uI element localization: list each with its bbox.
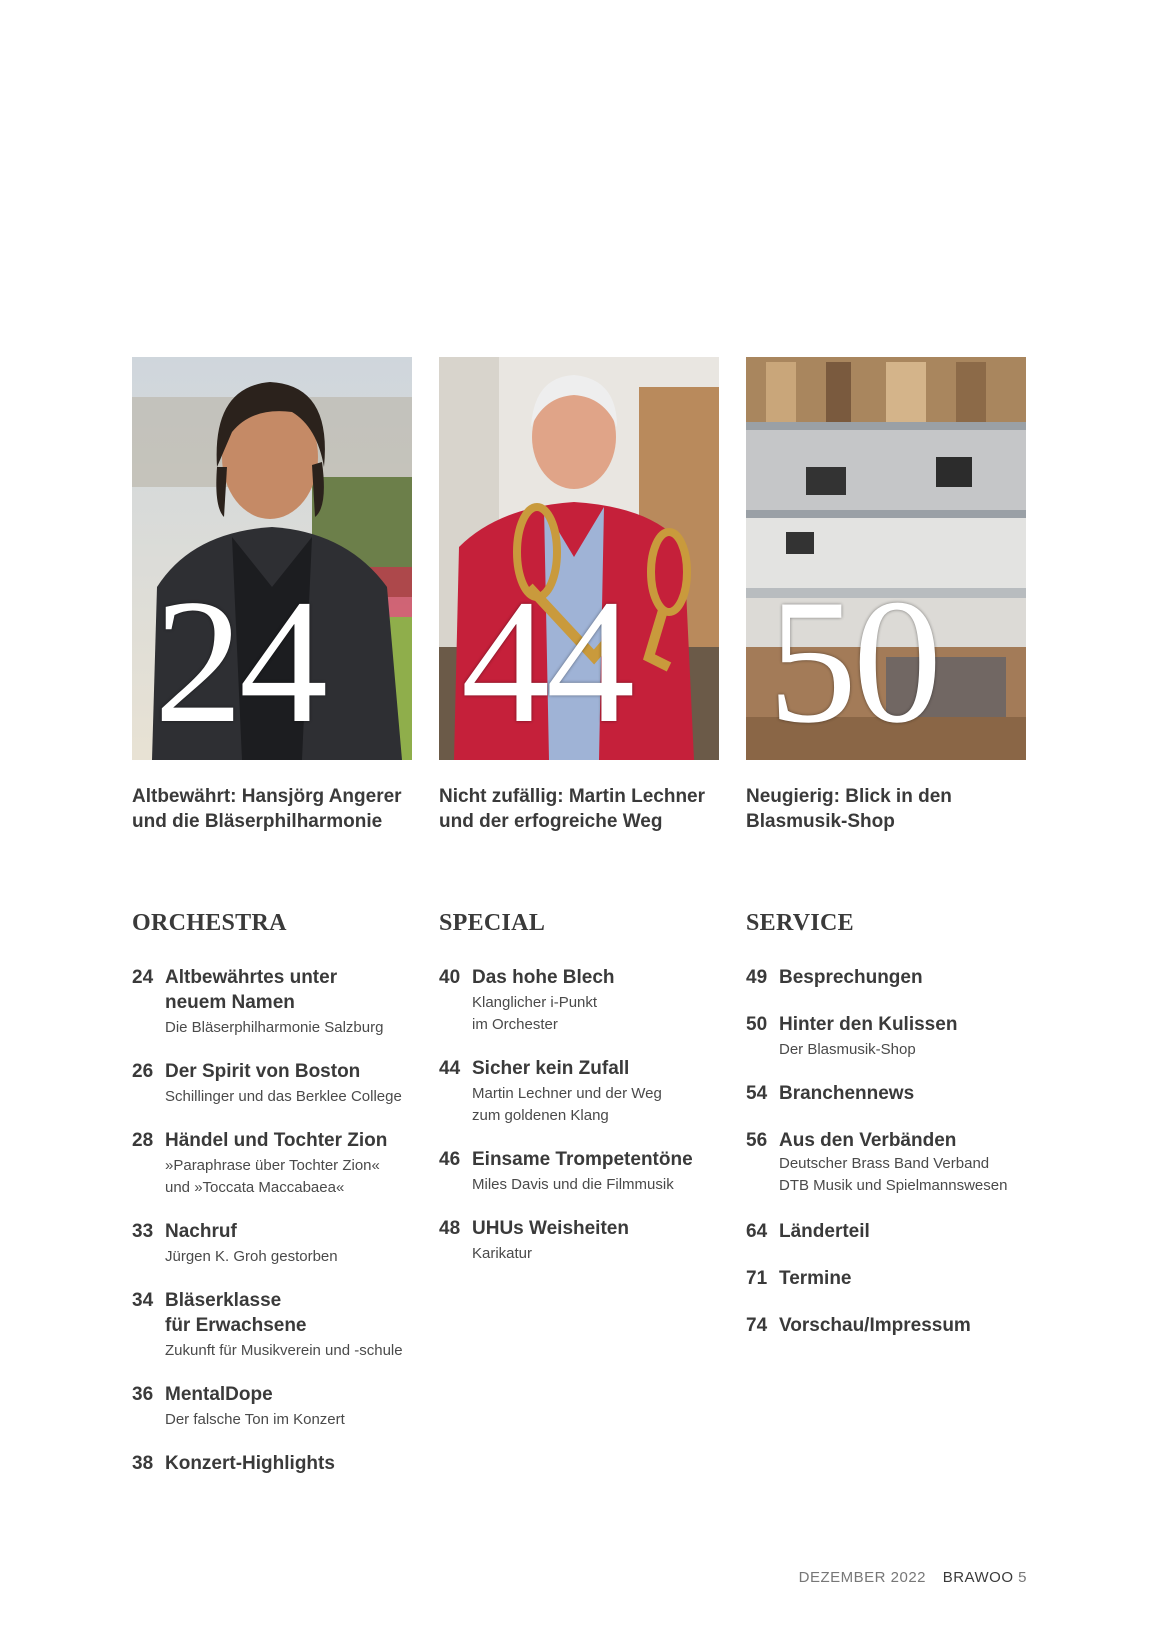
toc-title: Branchennews xyxy=(779,1083,915,1104)
toc-subtitle: Karikatur xyxy=(472,1245,533,1262)
toc-subtitle: Klanglicher i-Punkt xyxy=(472,994,598,1011)
toc-title: Termine xyxy=(779,1268,852,1289)
toc-page: 50 xyxy=(746,1014,768,1035)
toc-page: 34 xyxy=(132,1290,154,1311)
feature-page-number: 50 xyxy=(768,562,938,760)
toc-entry[interactable] xyxy=(132,1128,432,1199)
toc-title: Einsame Trompetentöne xyxy=(472,1149,693,1170)
page-folio xyxy=(799,1569,1027,1586)
toc-subtitle: Schillinger und das Berklee College xyxy=(165,1088,402,1105)
toc-page: 28 xyxy=(132,1130,154,1151)
toc-title: Bläserklasse xyxy=(165,1290,282,1311)
toc-subtitle: DTB Musik und Spielmannswesen xyxy=(779,1177,1008,1194)
toc-subtitle: Die Bläserphilharmonie Salzburg xyxy=(165,1019,384,1036)
toc-page: 74 xyxy=(746,1315,768,1336)
toc-subtitle: Der falsche Ton im Konzert xyxy=(165,1411,345,1428)
toc-title: Händel und Tochter Zion xyxy=(165,1130,388,1151)
feature-photo-shop xyxy=(746,357,1026,760)
toc-page: 38 xyxy=(132,1453,154,1474)
feature-caption: Nicht zufällig: Martin Lechner und der erfogreiche Weg xyxy=(439,786,706,832)
toc-title: Der Spirit von Boston xyxy=(165,1061,361,1082)
toc-subtitle: Jürgen K. Groh gestorben xyxy=(165,1248,338,1265)
toc-entry[interactable] xyxy=(132,1219,432,1268)
toc-title: neuem Namen xyxy=(165,992,295,1013)
toc-title: Altbewährtes unter xyxy=(165,967,338,988)
toc-subtitle: und »Toccata Maccabaea« xyxy=(165,1179,345,1196)
toc-title: für Erwachsene xyxy=(165,1315,307,1336)
section-orchestra xyxy=(132,910,432,1476)
toc-page: 49 xyxy=(746,967,768,988)
toc-entry[interactable] xyxy=(746,1219,1046,1244)
toc-entry[interactable] xyxy=(132,965,432,1039)
toc-page: 26 xyxy=(132,1061,154,1082)
toc-subtitle: Deutscher Brass Band Verband xyxy=(779,1155,990,1172)
toc-title: Aus den Verbänden xyxy=(779,1130,957,1151)
toc-title: Länderteil xyxy=(779,1221,870,1242)
toc-subtitle: zum goldenen Klang xyxy=(472,1107,609,1124)
feature-24[interactable] xyxy=(132,357,412,834)
toc-page: 46 xyxy=(439,1149,461,1170)
toc-subtitle: Miles Davis und die Filmmusik xyxy=(472,1176,674,1193)
toc-title: Besprechungen xyxy=(779,967,923,988)
feature-photo-conductor xyxy=(132,357,412,760)
toc-title: Konzert-Highlights xyxy=(165,1453,335,1474)
toc-page: 54 xyxy=(746,1083,768,1104)
toc-entry[interactable] xyxy=(439,1147,739,1196)
toc-entry[interactable] xyxy=(746,1266,1046,1291)
toc-page: 33 xyxy=(132,1221,154,1242)
feature-caption: Neugierig: Blick in den Blasmusik-Shop xyxy=(746,786,952,832)
toc-page: 48 xyxy=(439,1218,461,1239)
section-special xyxy=(439,910,739,1265)
toc-title: Sicher kein Zufall xyxy=(472,1058,630,1079)
toc-page: 56 xyxy=(746,1130,768,1151)
toc-subtitle: »Paraphrase über Tochter Zion« xyxy=(165,1157,380,1174)
toc-entry[interactable] xyxy=(746,1012,1046,1061)
toc-title: UHUs Weisheiten xyxy=(472,1218,629,1239)
feature-caption: Altbewährt: Hansjörg Angerer und die Bläserphilharmonie xyxy=(132,786,402,832)
issue-date: DEZEMBER 2022 xyxy=(798,1569,927,1586)
magazine-name: BRAWOO xyxy=(942,1569,1014,1586)
toc-entry[interactable] xyxy=(132,1288,432,1362)
toc-entry[interactable] xyxy=(746,1313,1046,1338)
toc-entry[interactable] xyxy=(746,965,1046,990)
feature-50[interactable] xyxy=(746,357,1026,834)
toc-entry[interactable] xyxy=(132,1382,432,1431)
toc-title: Nachruf xyxy=(165,1221,237,1242)
section-heading: ORCHESTRA xyxy=(132,910,287,936)
toc-entry[interactable] xyxy=(439,1056,739,1127)
toc-title: MentalDope xyxy=(165,1384,273,1405)
feature-photo-trumpets xyxy=(439,357,719,760)
feature-44[interactable] xyxy=(439,357,719,834)
toc-entry[interactable] xyxy=(439,965,739,1036)
toc-title: Das hohe Blech xyxy=(472,967,615,988)
feature-page-number: 44 xyxy=(461,562,631,760)
toc-page: 64 xyxy=(746,1221,768,1242)
toc-entry[interactable] xyxy=(439,1216,739,1265)
toc-subtitle: im Orchester xyxy=(472,1016,558,1033)
toc-title: Hinter den Kulissen xyxy=(779,1014,958,1035)
toc-entry[interactable] xyxy=(132,1059,432,1108)
section-service xyxy=(746,910,1046,1338)
toc-page: 40 xyxy=(439,967,461,988)
feature-page-number: 24 xyxy=(154,562,324,760)
toc-entry[interactable] xyxy=(746,1128,1046,1197)
toc-subtitle: Der Blasmusik-Shop xyxy=(779,1041,916,1058)
toc-entry[interactable] xyxy=(132,1451,432,1476)
toc-page: 36 xyxy=(132,1384,154,1405)
section-heading: SPECIAL xyxy=(439,910,546,936)
section-heading: SERVICE xyxy=(746,910,854,936)
toc-page: 44 xyxy=(439,1058,461,1079)
toc-subtitle: Zukunft für Musikverein und -schule xyxy=(165,1342,403,1359)
toc-page: 71 xyxy=(746,1268,768,1289)
toc-entry[interactable] xyxy=(746,1081,1046,1106)
toc-title: Vorschau/Impressum xyxy=(779,1315,971,1336)
toc-subtitle: Martin Lechner und der Weg xyxy=(472,1085,662,1102)
page-number: 5 xyxy=(1018,1569,1027,1586)
toc-page: 24 xyxy=(132,967,154,988)
